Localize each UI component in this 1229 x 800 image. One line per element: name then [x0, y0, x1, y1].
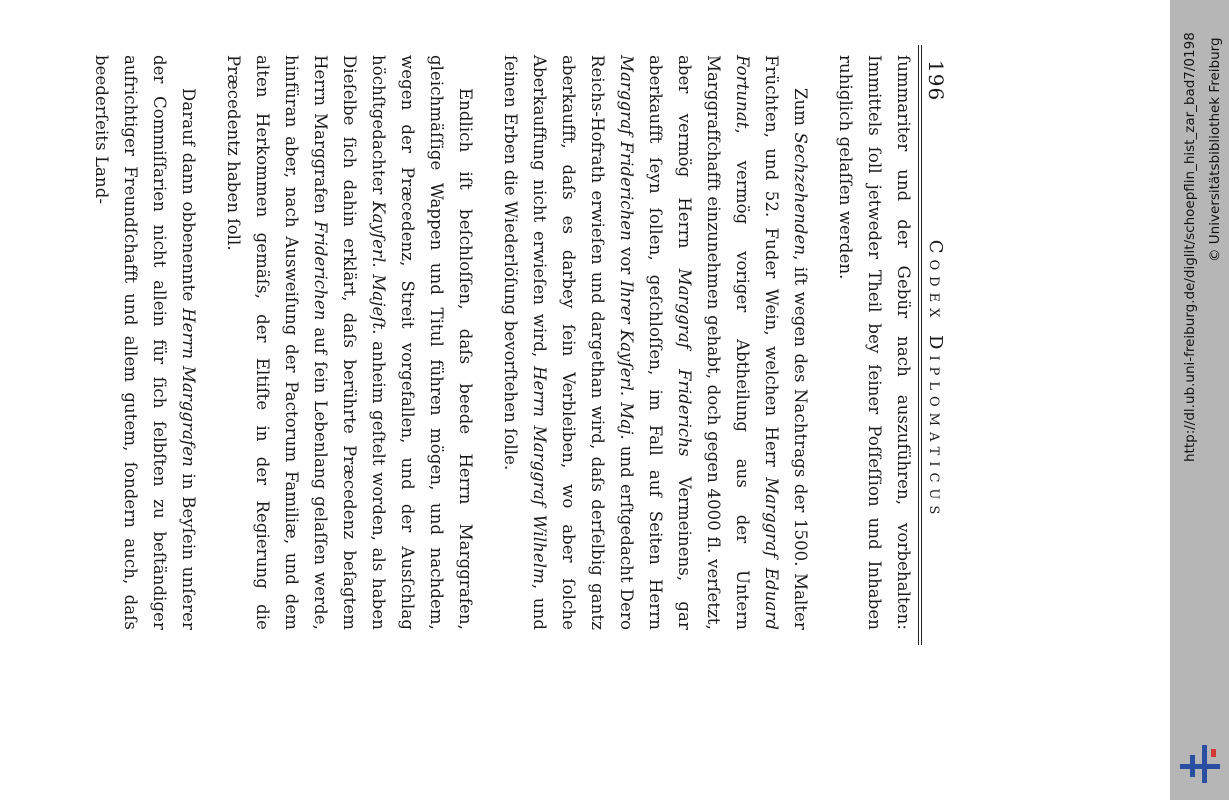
copyright-notice: © Universitätsbibliothek Freiburg	[1207, 37, 1223, 262]
italic-text-segment: Sechzehenden	[791, 132, 810, 256]
body-text	[87, 55, 918, 630]
italic-text-segment: Marggraf Eduard Fortunat	[733, 55, 781, 631]
italic-text-segment: Ihrer Kayſerl. Maj.	[617, 280, 636, 440]
page-content	[92, 45, 948, 665]
page-number: 196	[924, 60, 948, 102]
source-url[interactable]: http://dl.ub.uni-freiburg.de/diglit/schoepflin_hist_zar_bad7/0198	[1182, 32, 1198, 462]
text-segment: und erſtgedacht Dero Reichs-Hofrath erwieſen und dargethan wird, daſs derſelbig gantz aberkaufft, daſs es darbey ſein Verbleiben, wo aber ſolche Aberkauffung nicht erwieſen wird,	[530, 55, 636, 630]
running-head: Codex Diplomaticus	[925, 239, 946, 521]
text-segment: Vermeinens, gar aberkaufft ſeyn ſollen, geſchloſſen, im Fall auf Seiten Herrn	[646, 55, 694, 630]
text-segment: anheim geſtelt worden, als haben Dieſelbe ſich dahin erklärt, daſs berührte Præcedenz beſagtem Herrn Marggrafen	[311, 55, 388, 630]
text-segment: auf ſein Lebenlang gelaſſen werde, hinfüran aber, nach Ausweiſung der Pactorum Familiæ, und dem alten Herkommen gemäſs, der Eltiſte in der Regierung die Præcedentz haben ſoll.	[224, 55, 330, 630]
text-segment: vor	[617, 240, 636, 281]
text-segment: in Beyſein unſerer der Commiſſarien nicht allein für ſich ſelbſten zu beſtändiger aufrichtiger Freundſchafft und allem gutem, ſondern auch, daſs beederſeits Land-	[92, 55, 198, 630]
text-segment: , vermög voriger Abtheilung aus der Untern Marggraffchafft einzunehmen gehabt, doch gegen 4000 fl. verſetzt, aber vermög Herrn	[675, 55, 752, 630]
text-segment: ſummariter und der Gebür nach auszuführen, vorbehalten: Immittels ſoll jetweder Theil bey ſeiner Poſſeſſion und Inhaben ruhiglich gelaſſen werden.	[836, 55, 913, 630]
text-segment: Endlich iſt beſchloſſen, daſs beede Herrn Marggrafen, gleichmäſſige Wappen und Titul führen mögen, und nachdem, wegen der Præcedenz, Streit vorgefallen, und der Ausſchlag höchſtgedachter	[369, 55, 475, 630]
italic-text-segment: Marggraf Friderichs	[675, 268, 694, 457]
header-rule	[918, 45, 922, 645]
italic-text-segment: Herrn Marggraf Wilhelm	[530, 365, 549, 584]
text-segment: Zum	[791, 88, 810, 133]
text-segment: , und ſeinen Erben die Wiederlöſung bevorſtehen ſolle.	[501, 55, 549, 630]
italic-text-segment: Friderichen	[311, 220, 330, 321]
text-segment: Darauf dann obbenennte	[179, 88, 198, 309]
paragraph	[219, 55, 480, 630]
italic-text-segment: Marggraf Friderichen	[617, 55, 636, 241]
italic-text-segment: Kayſerl. Majeſt.	[369, 201, 388, 335]
text-segment: , iſt wegen des Nachtrags der 1500. Malter Früchten, und 52. Fuder Wein, welchen Herr	[762, 55, 810, 630]
italic-text-segment: Herrn Marggrafen	[179, 308, 198, 467]
ub-freiburg-logo-icon	[1180, 745, 1220, 783]
paragraph	[496, 55, 815, 630]
paragraph	[87, 55, 203, 630]
paragraph	[831, 55, 918, 630]
